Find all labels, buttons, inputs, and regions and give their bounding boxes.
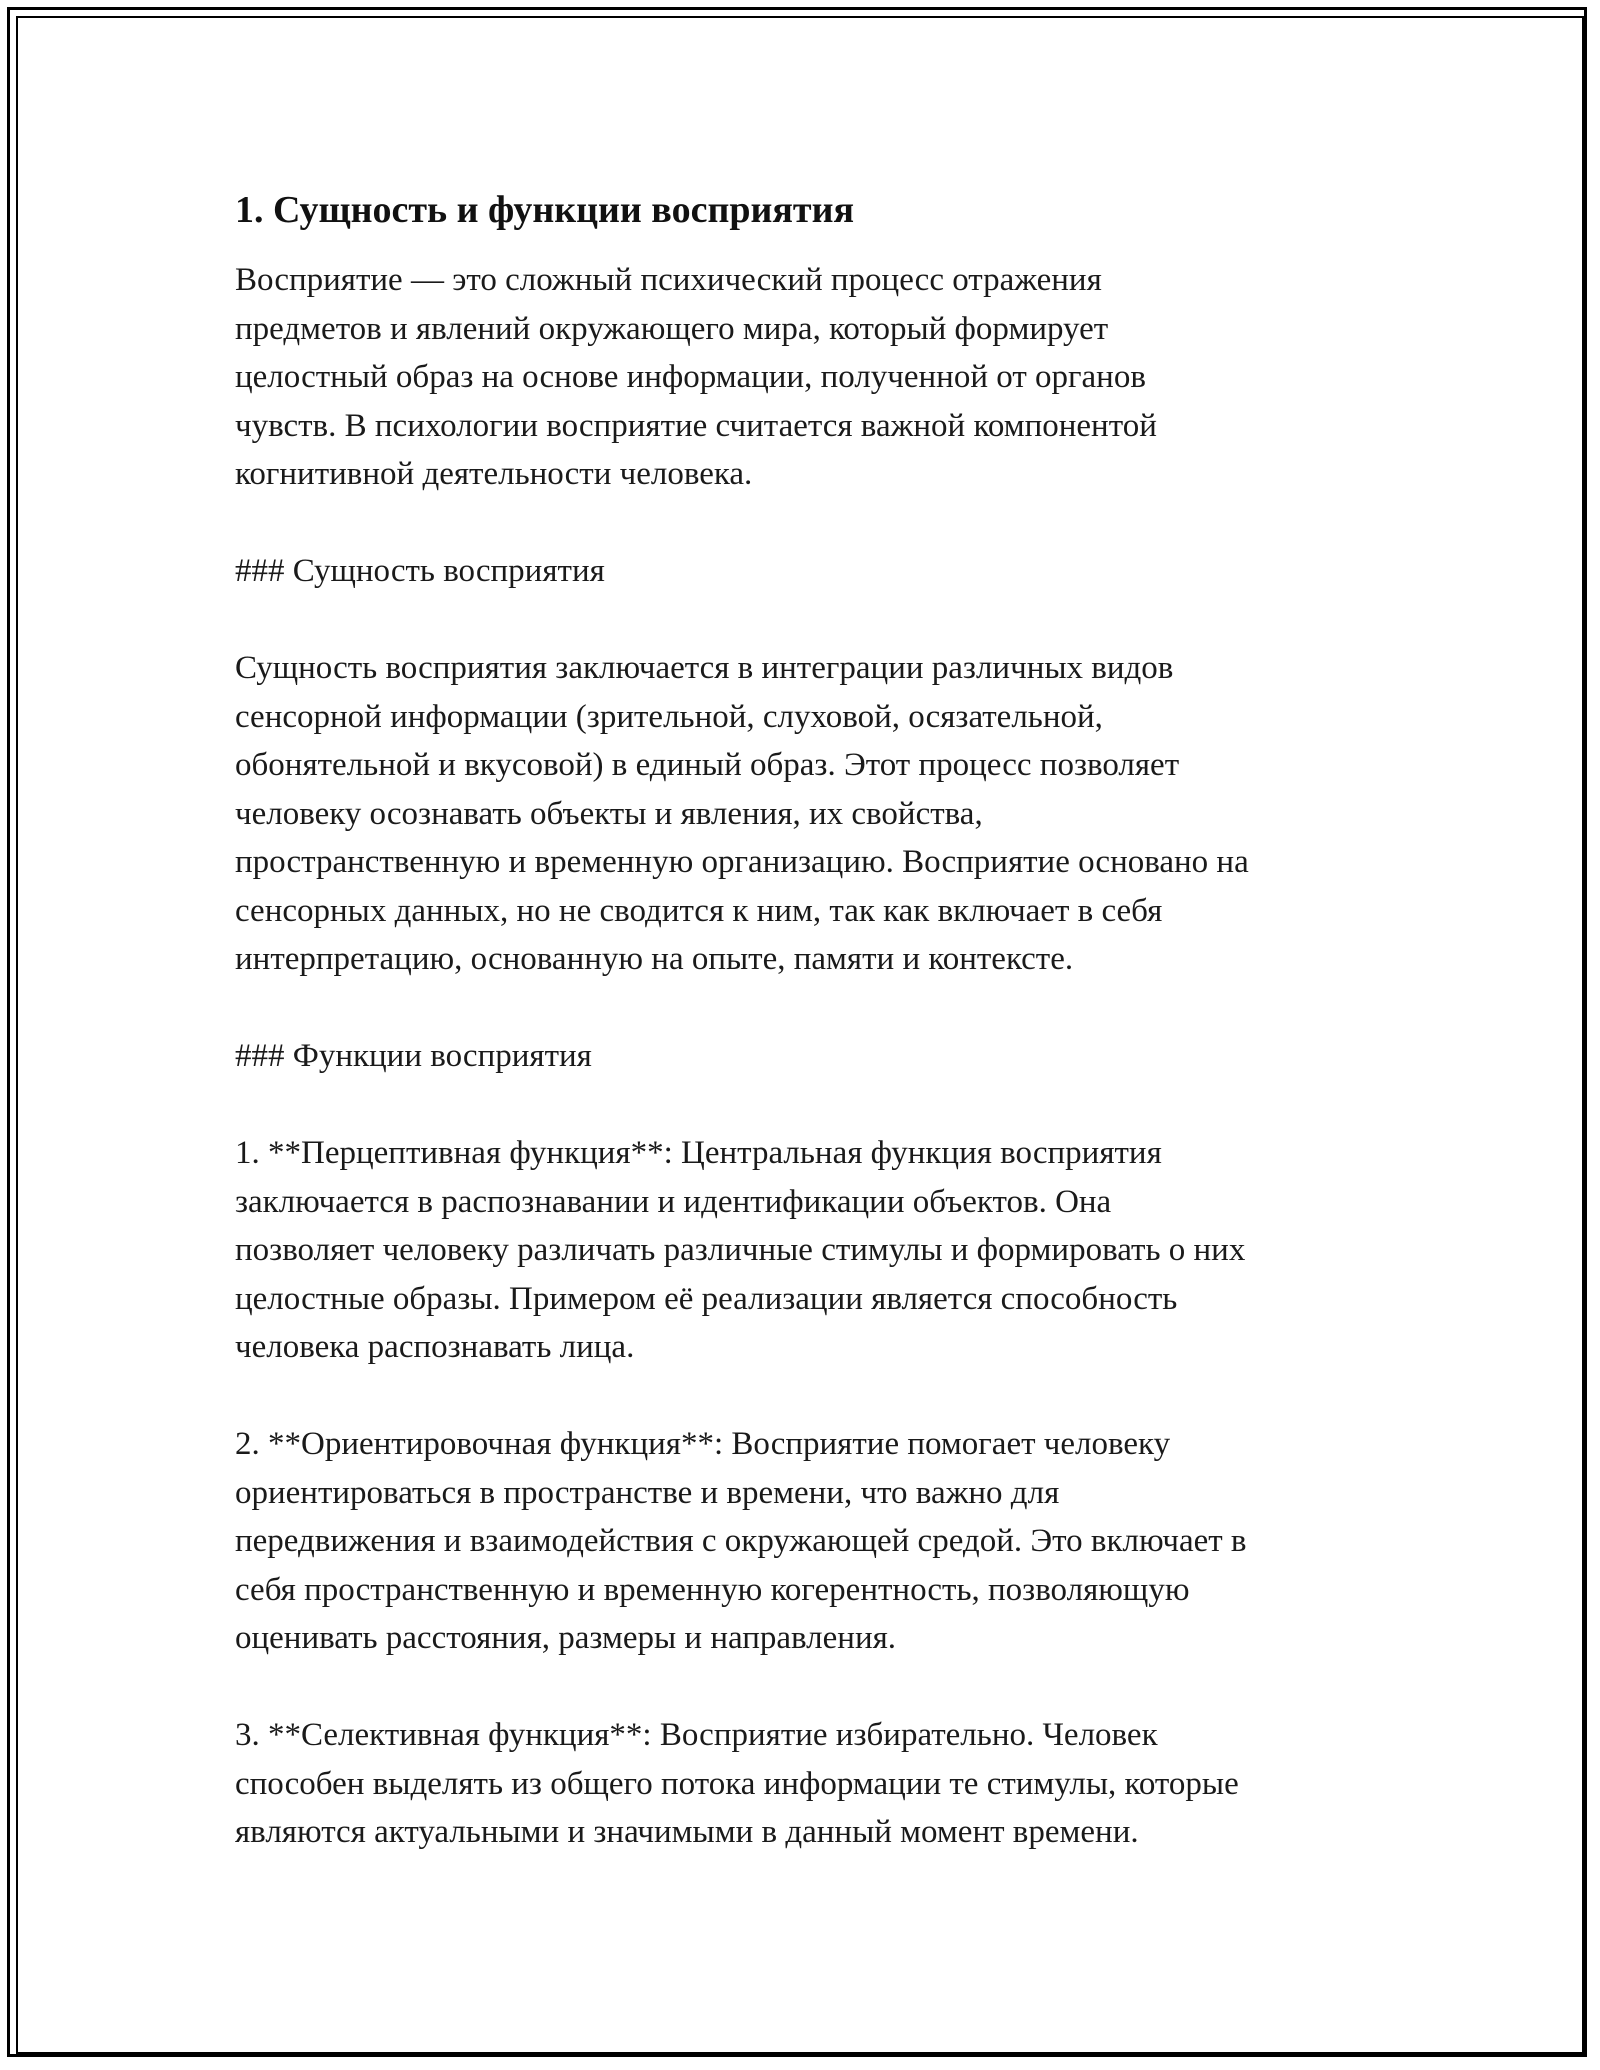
spacer	[235, 499, 1375, 548]
function-item-perceptive: 1. **Перцептивная функция**: Центральная функция восприятия заключается в распознавании и идентификации объектов. Она позволяет человеку различать различные стимулы и формировать о них целостные образы. Примером её реализации является способность человека распознавать лица.	[235, 1135, 1246, 1365]
essence-paragraph: Сущность восприятия заключается в интеграции различных видов сенсорной информации (зрительной, слуховой, осязательной, обонятельной и вкусовой) в единый образ. Этот процесс позволяет человеку осознавать объекты и явления, их свойства, пространственную и временную организацию. Восприятие основано на сенсорных данных, но не сводится к ним, так как включает в себя интерпретацию, основанную на опыте, памяти и контексте.	[235, 650, 1249, 977]
intro-paragraph: Восприятие — это сложный психический процесс отражения предметов и явлений окружающего мира, который формирует целостный образ на основе информации, полученной от органов чувств. В психологии восприятие считается важной компонентой когнитивной деятельности человека.	[235, 262, 1157, 492]
document-title: 1. Сущность и функции восприятия	[235, 189, 855, 231]
section-heading-functions: ### Функции восприятия	[235, 1038, 592, 1074]
function-item-orienting: 2. **Ориентировочная функция**: Восприятие помогает человеку ориентироваться в пространстве и времени, что важно для передвижения и взаимодействия с окружающей средой. Это включает в себя пространственную и временную когерентность, позволяющую оценивать расстояния, размеры и направления.	[235, 1426, 1247, 1656]
spacer	[235, 596, 1375, 645]
spacer	[235, 984, 1375, 1033]
function-item-selective: 3. **Селективная функция**: Восприятие избирательно. Человек способен выделять из общего потока информации те стимулы, которые являются актуальными и значимыми в данный момент времени.	[235, 1717, 1239, 1850]
spacer	[235, 1081, 1375, 1130]
document-page	[235, 186, 1375, 1857]
section-heading-essence: ### Сущность восприятия	[235, 553, 605, 589]
spacer	[235, 1663, 1375, 1712]
spacer	[235, 1372, 1375, 1421]
